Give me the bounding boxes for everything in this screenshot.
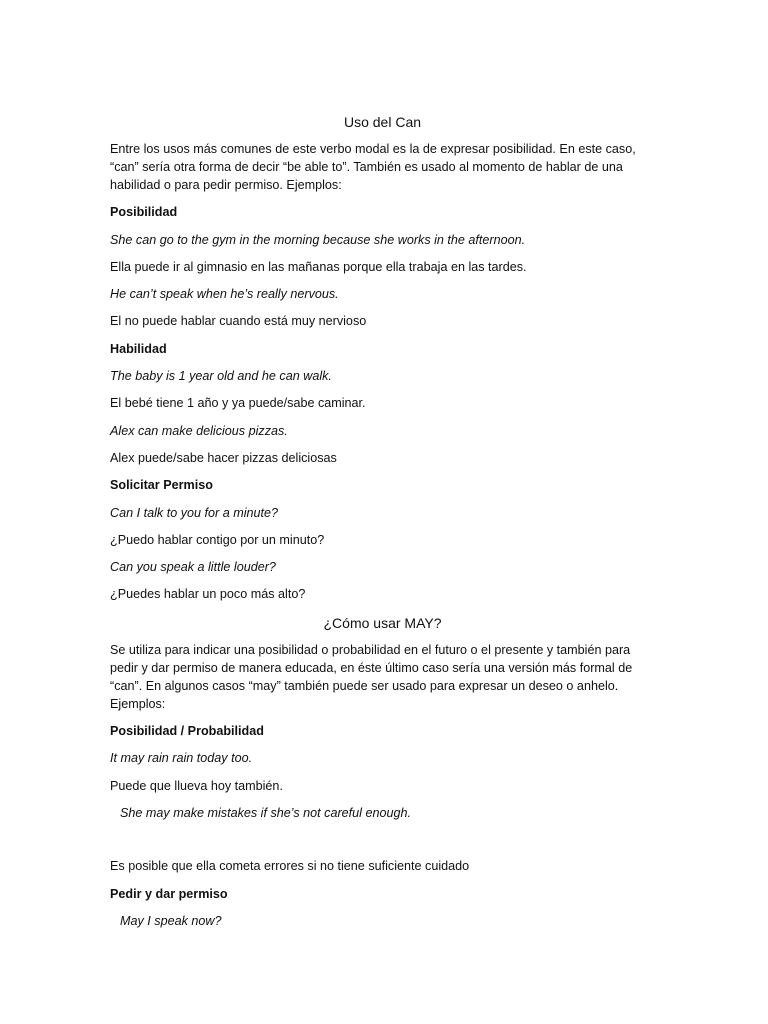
example-spanish: ¿Puedes hablar un poco más alto? (110, 587, 306, 602)
example-english: May I speak now? (120, 913, 222, 928)
intro-can-paragraph: Entre los usos más comunes de este verbo modal es la de expresar posibilidad. En este caso, “can” sería otra forma de decir “be able to”. También es usado al momento de hablar de una habilidad o para pedir permiso. Ejemplos: (110, 142, 636, 192)
example-english: Can you speak a little louder? (110, 560, 276, 575)
example-english: He can’t speak when he’s really nervous. (110, 287, 339, 302)
example-spanish: Ella puede ir al gimnasio en las mañanas porque ella trabaja en las tardes. (110, 259, 527, 274)
heading-como-usar-may: ¿Cómo usar MAY? (323, 614, 442, 631)
example-english: She may make mistakes if she’s not careful enough. (120, 805, 411, 820)
example-spanish: Puede que llueva hoy también. (110, 778, 283, 793)
section-heading-pedir-y-dar-permiso: Pedir y dar permiso (110, 886, 228, 901)
section-heading-posibilidad-probabilidad: Posibilidad / Probabilidad (110, 724, 264, 739)
example-spanish: El no puede hablar cuando está muy nervioso (110, 314, 367, 329)
example-english: She can go to the gym in the morning because she works in the afternoon. (110, 232, 526, 247)
section-heading-solicitar-permiso: Solicitar Permiso (110, 478, 213, 493)
example-english: The baby is 1 year old and he can walk. (110, 369, 332, 384)
section-heading-posibilidad: Posibilidad (110, 205, 178, 220)
example-spanish: Alex puede/sabe hacer pizzas deliciosas (110, 450, 337, 465)
example-english: Alex can make delicious pizzas. (110, 423, 288, 438)
example-spanish: El bebé tiene 1 año y ya puede/sabe caminar. (110, 396, 366, 411)
document-page (110, 112, 655, 939)
example-spanish: Es posible que ella cometa errores si no tiene suficiente cuidado (110, 859, 470, 874)
section-heading-habilidad: Habilidad (110, 341, 167, 356)
blank-line (110, 831, 655, 857)
intro-may-paragraph: Se utiliza para indicar una posibilidad o probabilidad en el futuro o el presente y también para pedir y dar permiso de manera educada, en éste último caso sería una versión más formal de “can”. En algunos casos “may” también puede ser usado para expresar un deseo o anhelo. Ejemplos: (110, 642, 633, 711)
example-spanish: ¿Puedo hablar contigo por un minuto? (110, 532, 325, 547)
heading-uso-del-can: Uso del Can (343, 114, 422, 130)
example-english: It may rain rain today too. (110, 751, 253, 766)
example-english: Can I talk to you for a minute? (110, 505, 279, 520)
